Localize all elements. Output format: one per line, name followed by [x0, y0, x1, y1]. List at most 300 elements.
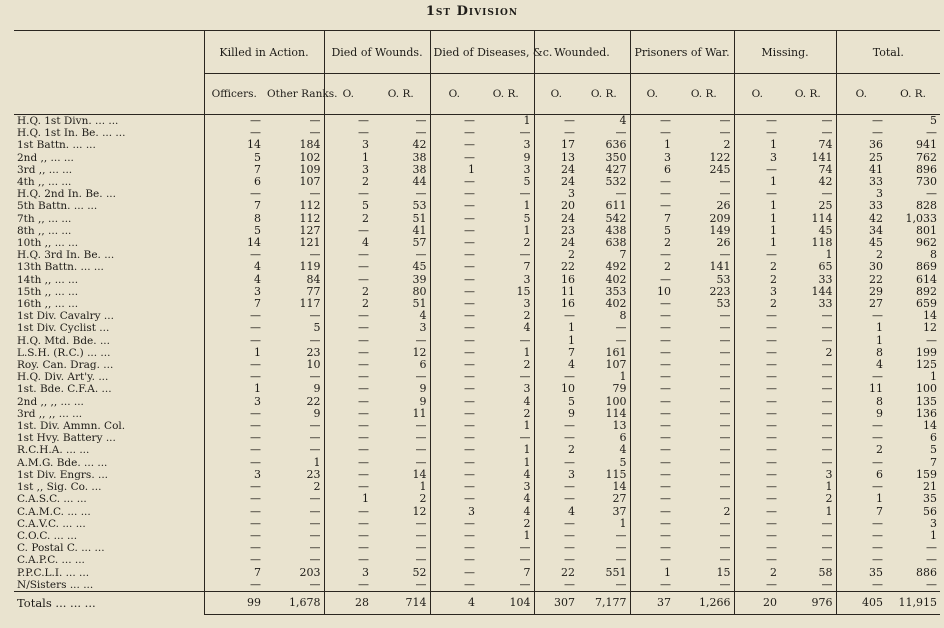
- table-cell: 24: [534, 176, 578, 188]
- table-cell: 53: [716, 297, 731, 311]
- table-cell: —: [734, 579, 780, 592]
- table-cell: —: [836, 115, 886, 128]
- table-cell: —: [719, 394, 731, 408]
- table-cell: —: [534, 554, 578, 566]
- table-cell: 141: [709, 260, 731, 274]
- table-cell: —: [430, 518, 478, 530]
- table-cell: —: [630, 542, 674, 554]
- table-cell: —: [534, 310, 578, 322]
- table-cell: 102: [299, 150, 321, 164]
- table-cell: 127: [299, 223, 321, 237]
- table-cell: —: [430, 139, 478, 151]
- table-cell: —: [719, 553, 731, 567]
- table-cell: —: [415, 114, 427, 127]
- table-cell: 16: [534, 298, 578, 310]
- table-cell: 2: [534, 444, 578, 456]
- table-cell: —: [630, 335, 674, 347]
- table-cell: —: [324, 261, 372, 273]
- table-cell: 1: [523, 455, 531, 469]
- totals-cell: 4: [430, 591, 478, 614]
- table-cell: —: [836, 432, 886, 444]
- table-cell: 7: [930, 455, 938, 469]
- table-cell: 159: [916, 467, 938, 481]
- header-died-wounds: Died of Wounds.: [324, 31, 430, 74]
- subheader-cell: O.: [630, 74, 674, 115]
- table-cell: 1: [523, 528, 531, 542]
- table-cell: 109: [299, 162, 321, 176]
- subheader-cell: O.: [324, 74, 372, 115]
- totals-label: Totals ... ... ...: [14, 591, 204, 614]
- table-cell: 4: [523, 394, 531, 408]
- table-row: [14, 335, 940, 347]
- table-cell: 22: [306, 394, 321, 408]
- table-cell: —: [430, 322, 478, 334]
- table-row: [14, 237, 940, 249]
- table-cell: 611: [605, 199, 627, 213]
- table-cell: —: [415, 333, 427, 347]
- table-cell: 3: [734, 152, 780, 164]
- table-cell: —: [430, 176, 478, 188]
- table-cell: 184: [299, 138, 321, 152]
- table-row: [14, 432, 940, 444]
- table-cell: —: [615, 187, 627, 201]
- table-cell: —: [926, 577, 938, 591]
- header-missing: Missing.: [734, 31, 836, 74]
- totals-cell: 7,177: [578, 591, 630, 614]
- row-label: A.M.G. Bde. ... ...: [17, 456, 108, 469]
- table-cell: 33: [836, 176, 886, 188]
- row-label: 3rd ,, ... ...: [17, 163, 73, 176]
- row-label: 15th ,, ... ...: [17, 285, 79, 298]
- table-cell: —: [324, 542, 372, 554]
- table-cell: 27: [836, 298, 886, 310]
- table-cell: —: [836, 481, 886, 493]
- table-cell: 199: [916, 345, 938, 359]
- table-cell: 12: [412, 345, 427, 359]
- row-label: H.Q. Div. Art'y. ...: [17, 371, 109, 384]
- table-cell: 112: [299, 199, 321, 213]
- table-cell: —: [534, 493, 578, 505]
- table-cell: —: [324, 518, 372, 530]
- row-label: P.P.C.L.I. ... ...: [17, 566, 90, 579]
- table-cell: —: [519, 333, 531, 347]
- table-cell: 11: [836, 383, 886, 395]
- table-row: [14, 347, 940, 359]
- table-cell: 1: [419, 480, 427, 494]
- table-cell: 23: [306, 345, 321, 359]
- row-label: L.S.H. (R.C.) ... ...: [17, 346, 111, 359]
- table-cell: —: [430, 371, 478, 383]
- table-cell: 3: [534, 188, 578, 200]
- header-wounded: Wounded.: [534, 31, 630, 74]
- table-cell: —: [719, 443, 731, 457]
- table-cell: 1: [204, 347, 264, 359]
- table-cell: 6: [619, 431, 627, 445]
- table-cell: —: [821, 370, 833, 384]
- table-cell: 427: [605, 162, 627, 176]
- row-label: C.O.C. ... ...: [17, 529, 78, 542]
- subheader-cell: O. R.: [478, 74, 534, 115]
- table-cell: —: [734, 469, 780, 481]
- table-cell: 6: [419, 358, 427, 372]
- table-row: [14, 139, 940, 151]
- table-cell: —: [630, 408, 674, 420]
- table-cell: 3: [204, 396, 264, 408]
- table-cell: 10: [630, 286, 674, 298]
- row-label: 1st ,, Sig. Co. ...: [17, 481, 102, 494]
- table-cell: 7: [630, 213, 674, 225]
- table-cell: 45: [818, 223, 833, 237]
- table-cell: —: [204, 518, 264, 530]
- table-cell: 1: [313, 455, 321, 469]
- table-cell: —: [430, 261, 478, 273]
- table-cell: 1: [430, 164, 478, 176]
- totals-cell: 104: [478, 591, 534, 614]
- table-cell: —: [430, 408, 478, 420]
- table-cell: —: [204, 444, 264, 456]
- table-cell: —: [630, 457, 674, 469]
- table-cell: —: [309, 577, 321, 591]
- table-cell: 107: [605, 358, 627, 372]
- table-cell: —: [309, 187, 321, 201]
- table-cell: 3: [836, 188, 886, 200]
- table-cell: 438: [605, 223, 627, 237]
- table-cell: 122: [709, 150, 731, 164]
- table-cell: —: [836, 127, 886, 139]
- table-cell: —: [821, 126, 833, 140]
- table-cell: —: [821, 577, 833, 591]
- table-cell: 74: [818, 162, 833, 176]
- table-cell: 125: [916, 358, 938, 372]
- table-cell: —: [324, 420, 372, 432]
- table-cell: —: [309, 504, 321, 518]
- table-cell: —: [309, 553, 321, 567]
- page-title: 1st Division: [425, 4, 519, 19]
- table-cell: 9: [313, 382, 321, 396]
- table-cell: —: [534, 432, 578, 444]
- table-cell: —: [719, 370, 731, 384]
- table-cell: —: [630, 420, 674, 432]
- table-cell: 3: [324, 164, 372, 176]
- table-cell: 1: [734, 237, 780, 249]
- row-label: N/Sisters ... ...: [17, 578, 94, 591]
- table-row: [14, 152, 940, 164]
- table-cell: —: [719, 541, 731, 555]
- table-cell: 2: [523, 406, 531, 420]
- table-cell: —: [534, 530, 578, 542]
- table-cell: 4: [619, 114, 627, 127]
- row-label: 2nd ,, ,, ... ...: [17, 395, 84, 408]
- header-total: Total.: [836, 31, 940, 74]
- table-cell: —: [415, 370, 427, 384]
- table-cell: 29: [836, 286, 886, 298]
- table-cell: 38: [412, 150, 427, 164]
- table-cell: —: [734, 322, 780, 334]
- table-cell: 5: [523, 175, 531, 189]
- table-cell: —: [821, 309, 833, 323]
- table-cell: 79: [612, 382, 627, 396]
- table-cell: 9: [523, 150, 531, 164]
- table-cell: —: [430, 457, 478, 469]
- table-cell: 24: [534, 164, 578, 176]
- subheader-cell: O.: [734, 74, 780, 115]
- table-cell: —: [821, 528, 833, 542]
- table-row: [14, 298, 940, 310]
- table-cell: 58: [818, 565, 833, 579]
- table-row: [14, 579, 940, 592]
- header-killed: Killed in Action.: [204, 31, 324, 74]
- table-cell: —: [821, 187, 833, 201]
- table-cell: 7: [204, 567, 264, 579]
- table-cell: —: [309, 492, 321, 506]
- table-cell: —: [630, 432, 674, 444]
- table-cell: —: [734, 359, 780, 371]
- table-row: [14, 188, 940, 200]
- table-cell: —: [204, 310, 264, 322]
- totals-cell: 307: [534, 591, 578, 614]
- table-cell: 161: [605, 345, 627, 359]
- table-cell: 1,033: [905, 211, 938, 225]
- table-cell: —: [534, 420, 578, 432]
- table-cell: 5: [930, 443, 938, 457]
- table-row: [14, 115, 940, 128]
- table-cell: 636: [605, 138, 627, 152]
- table-cell: —: [415, 528, 427, 542]
- table-cell: —: [430, 493, 478, 505]
- table-cell: —: [324, 530, 372, 542]
- table-cell: 7: [204, 200, 264, 212]
- table-cell: —: [204, 481, 264, 493]
- table-cell: —: [719, 528, 731, 542]
- row-label: 2nd ,, ... ...: [17, 151, 74, 164]
- table-cell: —: [719, 419, 731, 433]
- table-cell: —: [630, 444, 674, 456]
- table-cell: 51: [412, 211, 427, 225]
- table-row: [14, 420, 940, 432]
- table-cell: —: [204, 335, 264, 347]
- table-cell: —: [204, 506, 264, 518]
- table-cell: —: [534, 127, 578, 139]
- table-cell: 35: [923, 492, 938, 506]
- table-cell: —: [719, 175, 731, 189]
- table-cell: —: [630, 493, 674, 505]
- table-cell: —: [734, 335, 780, 347]
- table-cell: 3: [324, 567, 372, 579]
- table-cell: —: [324, 359, 372, 371]
- table-cell: —: [430, 286, 478, 298]
- table-cell: 2: [523, 516, 531, 530]
- subheader-cell: Officers.: [204, 74, 264, 115]
- table-cell: —: [415, 419, 427, 433]
- table-cell: —: [734, 554, 780, 566]
- table-cell: 8: [619, 309, 627, 323]
- table-cell: 35: [836, 567, 886, 579]
- table-cell: 100: [916, 382, 938, 396]
- table-cell: —: [734, 481, 780, 493]
- table-cell: 8: [836, 396, 886, 408]
- table-cell: —: [734, 506, 780, 518]
- table-cell: —: [734, 457, 780, 469]
- table-cell: —: [836, 542, 886, 554]
- table-cell: 14: [412, 467, 427, 481]
- table-cell: 245: [709, 162, 731, 176]
- table-cell: 1: [930, 528, 938, 542]
- table-cell: 144: [811, 284, 833, 298]
- table-cell: —: [519, 431, 531, 445]
- table-cell: —: [719, 114, 731, 127]
- table-cell: 74: [818, 138, 833, 152]
- table-cell: —: [821, 455, 833, 469]
- row-label: 4th ,, ... ...: [17, 176, 72, 189]
- table-cell: 80: [412, 284, 427, 298]
- table-cell: 34: [836, 225, 886, 237]
- table-cell: —: [630, 274, 674, 286]
- table-cell: —: [309, 248, 321, 262]
- table-cell: 2: [324, 286, 372, 298]
- table-cell: —: [204, 408, 264, 420]
- table-row: [14, 200, 940, 212]
- table-cell: 1: [324, 493, 372, 505]
- table-cell: 44: [412, 175, 427, 189]
- table-cell: —: [630, 176, 674, 188]
- table-cell: 5: [204, 152, 264, 164]
- table-cell: —: [719, 248, 731, 262]
- table-cell: —: [630, 359, 674, 371]
- table-cell: 1: [523, 419, 531, 433]
- table-cell: 4: [523, 321, 531, 335]
- table-cell: 14: [923, 309, 938, 323]
- table-cell: —: [615, 553, 627, 567]
- table-cell: 149: [709, 223, 731, 237]
- totals-cell: 11,915: [886, 591, 940, 614]
- table-cell: —: [324, 579, 372, 592]
- table-cell: —: [430, 213, 478, 225]
- table-cell: 13: [534, 152, 578, 164]
- table-cell: 27: [612, 492, 627, 506]
- table-cell: 2: [523, 358, 531, 372]
- table-cell: 2: [825, 492, 833, 506]
- table-cell: —: [534, 457, 578, 469]
- table-cell: 36: [836, 139, 886, 151]
- table-cell: 4: [204, 261, 264, 273]
- table-cell: 7: [836, 506, 886, 518]
- table-cell: —: [719, 577, 731, 591]
- table-row: [14, 567, 940, 579]
- table-cell: 115: [605, 467, 627, 481]
- table-cell: 11: [534, 286, 578, 298]
- table-cell: 118: [811, 236, 833, 250]
- table-cell: 4: [534, 359, 578, 371]
- row-label: H.Q. 1st Divn. ... ...: [17, 115, 119, 127]
- table-cell: —: [719, 345, 731, 359]
- table-cell: 41: [412, 223, 427, 237]
- table-cell: —: [630, 347, 674, 359]
- table-cell: —: [519, 126, 531, 140]
- table-cell: 38: [412, 162, 427, 176]
- table-cell: —: [719, 431, 731, 445]
- table-cell: —: [415, 443, 427, 457]
- table-cell: 3: [523, 297, 531, 311]
- table-cell: —: [430, 200, 478, 212]
- table-cell: 3: [430, 506, 478, 518]
- table-cell: —: [630, 518, 674, 530]
- table-cell: —: [630, 579, 674, 592]
- table-cell: 1: [523, 345, 531, 359]
- table-cell: —: [430, 432, 478, 444]
- table-cell: —: [430, 127, 478, 139]
- table-cell: —: [821, 431, 833, 445]
- table-cell: 24: [534, 237, 578, 249]
- table-cell: —: [415, 126, 427, 140]
- table-cell: 1: [523, 443, 531, 457]
- table-cell: —: [734, 371, 780, 383]
- table-cell: 1: [324, 152, 372, 164]
- table-cell: 962: [916, 236, 938, 250]
- row-label: 1st Battn. ... ...: [17, 139, 96, 152]
- table-cell: 17: [534, 139, 578, 151]
- table-cell: 24: [534, 213, 578, 225]
- totals-cell: 99: [204, 591, 264, 614]
- table-cell: —: [324, 335, 372, 347]
- row-label: C.A.S.C. ... ...: [17, 493, 87, 506]
- table-cell: —: [430, 225, 478, 237]
- table-cell: 112: [299, 211, 321, 225]
- row-label: 13th Battn. ... ...: [17, 261, 104, 274]
- table-cell: —: [821, 394, 833, 408]
- table-cell: 828: [916, 199, 938, 213]
- totals-cell: 20: [734, 591, 780, 614]
- table-cell: 6: [204, 176, 264, 188]
- table-cell: —: [821, 358, 833, 372]
- table-cell: —: [204, 115, 264, 128]
- row-label: 1st Div. Engrs. ...: [17, 468, 109, 481]
- table-cell: 15: [516, 284, 531, 298]
- table-cell: 5: [313, 321, 321, 335]
- table-cell: 209: [709, 211, 731, 225]
- row-label: C.A.V.C. ... ...: [17, 517, 86, 530]
- table-cell: 4: [523, 504, 531, 518]
- table-cell: 1: [836, 335, 886, 347]
- table-cell: 6: [930, 431, 938, 445]
- table-cell: —: [430, 359, 478, 371]
- table-cell: 15: [716, 565, 731, 579]
- table-cell: —: [430, 567, 478, 579]
- row-label: C.A.M.C. ... ...: [17, 505, 91, 518]
- table-cell: —: [430, 298, 478, 310]
- table-cell: 56: [923, 504, 938, 518]
- table-row: [14, 322, 940, 334]
- table-cell: 2: [630, 261, 674, 273]
- table-cell: —: [519, 248, 531, 262]
- table-cell: —: [630, 396, 674, 408]
- table-cell: 6: [630, 164, 674, 176]
- row-label: H.Q. Mtd. Bde. ...: [17, 334, 110, 347]
- table-row: [14, 249, 940, 261]
- table-cell: 22: [534, 261, 578, 273]
- table-cell: —: [926, 553, 938, 567]
- table-cell: —: [734, 249, 780, 261]
- table-cell: 3: [324, 139, 372, 151]
- table-cell: 638: [605, 236, 627, 250]
- table-cell: 4: [523, 467, 531, 481]
- table-cell: 2: [723, 138, 731, 152]
- table-cell: —: [309, 431, 321, 445]
- table-cell: 9: [419, 394, 427, 408]
- table-cell: —: [415, 431, 427, 445]
- table-cell: —: [734, 420, 780, 432]
- table-cell: 1: [734, 225, 780, 237]
- table-cell: 5: [630, 225, 674, 237]
